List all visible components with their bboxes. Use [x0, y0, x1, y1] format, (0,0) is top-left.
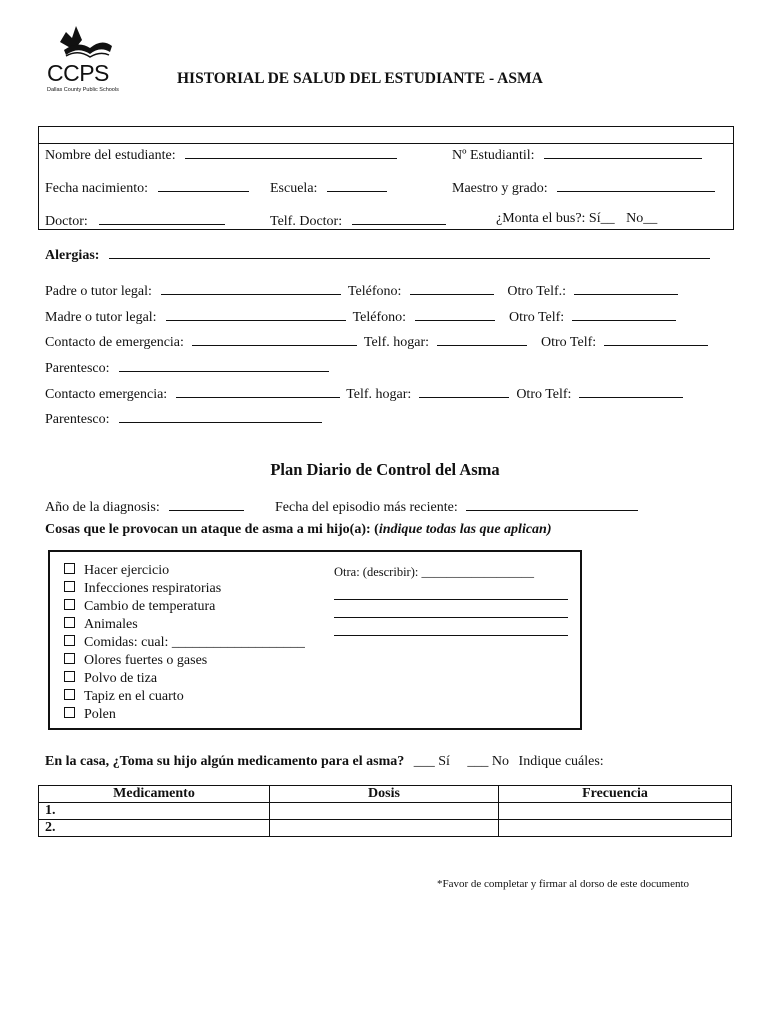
- trigger-item[interactable]: Olores fuertes o gases: [64, 653, 207, 669]
- diagnosis-year-label: Año de la diagnosis:: [45, 500, 160, 515]
- mother-field[interactable]: [166, 307, 346, 321]
- emergency2-field[interactable]: [176, 384, 340, 398]
- teacher-row: [452, 178, 715, 197]
- emergency1-field[interactable]: [192, 332, 357, 346]
- relation2-row: [45, 409, 322, 428]
- box-divider: [39, 143, 733, 144]
- birth-field[interactable]: [158, 178, 249, 192]
- father-phone-label: Teléfono:: [347, 284, 402, 299]
- triggers-heading-italic: indique todas las que aplican): [378, 522, 552, 537]
- doctor-row: [45, 211, 225, 230]
- father-other-phone-label: Otro Telf.:: [507, 284, 567, 299]
- student-name-label: Nombre del estudiante:: [45, 148, 176, 163]
- birth-label: Fecha nacimiento:: [45, 181, 149, 196]
- doctor-phone-row: [270, 211, 446, 230]
- trigger-item[interactable]: Animales: [64, 617, 138, 633]
- mother-phone-label: Teléfono:: [352, 310, 407, 325]
- allergies-label: Alergias:: [45, 248, 100, 263]
- recent-episode-field[interactable]: [466, 497, 638, 511]
- medication-table: [38, 785, 732, 837]
- home-med-row: [45, 754, 604, 770]
- col-frequency: Frecuencia: [499, 786, 732, 803]
- mother-other-phone-label: Otro Telf:: [509, 310, 565, 325]
- father-phone-field[interactable]: [410, 281, 494, 295]
- trigger-item[interactable]: Tapiz en el cuarto: [64, 689, 184, 705]
- relation2-field[interactable]: [119, 409, 322, 423]
- plan-title: Plan Diario de Control del Asma: [270, 460, 500, 479]
- home-med-question: En la casa, ¿Toma su hijo algún medicamento para el asma?: [45, 754, 405, 769]
- home-med-which: Indique cuáles:: [518, 754, 604, 769]
- doctor-phone-label: Telf. Doctor:: [270, 214, 343, 229]
- father-field[interactable]: [161, 281, 341, 295]
- school-field[interactable]: [327, 178, 387, 192]
- emergency1-other-label: Otro Telf:: [541, 335, 597, 350]
- emergency2-other-field[interactable]: [579, 384, 683, 398]
- doctor-phone-field[interactable]: [352, 211, 446, 225]
- diagnosis-year-field[interactable]: [169, 497, 244, 511]
- table-header-row: [39, 786, 732, 803]
- table-cell[interactable]: 2.: [39, 820, 270, 837]
- checkbox[interactable]: [64, 653, 75, 664]
- school-label: Escuela:: [270, 181, 318, 196]
- table-row: [39, 820, 732, 837]
- bus-label[interactable]: ¿Monta el bus?: Sí__: [496, 211, 615, 226]
- checkbox[interactable]: [64, 707, 75, 718]
- allergies-row: [45, 245, 710, 264]
- recent-episode-row: [275, 497, 638, 516]
- school-row: [270, 178, 387, 197]
- triggers-heading: [45, 522, 552, 538]
- emergency2-row: [45, 384, 683, 403]
- emergency2-other-label: Otro Telf:: [516, 387, 572, 402]
- student-id-row: [452, 145, 702, 164]
- triggers-box: [48, 550, 582, 730]
- table-row: [39, 803, 732, 820]
- triggers-heading-text: Cosas que le provocan un ataque de asma a mi hijo(a): (: [45, 522, 379, 537]
- student-id-label: Nº Estudiantil:: [452, 148, 535, 163]
- teacher-label: Maestro y grado:: [452, 181, 548, 196]
- teacher-field[interactable]: [557, 178, 715, 192]
- col-dose: Dosis: [270, 786, 499, 803]
- trigger-item[interactable]: Hacer ejercicio: [64, 563, 169, 579]
- footnote: *Favor de completar y firmar al dorso de este documento: [437, 878, 690, 890]
- checkbox[interactable]: [64, 581, 75, 592]
- mother-row: [45, 307, 676, 326]
- col-medication: Medicamento: [39, 786, 270, 803]
- logo-name: CCPS: [47, 60, 109, 86]
- table-cell[interactable]: [499, 820, 732, 837]
- other-trigger-label[interactable]: Otra: (describir): __________________: [334, 565, 534, 579]
- checkbox[interactable]: [64, 689, 75, 700]
- trigger-item[interactable]: Polen: [64, 707, 116, 723]
- checkbox[interactable]: [64, 635, 75, 646]
- emergency1-other-field[interactable]: [604, 332, 708, 346]
- mother-other-phone-field[interactable]: [572, 307, 676, 321]
- page-title: HISTORIAL DE SALUD DEL ESTUDIANTE - ASMA: [177, 70, 543, 87]
- father-label: Padre o tutor legal:: [45, 284, 152, 299]
- diagnosis-year-row: [45, 497, 244, 516]
- checkbox[interactable]: [64, 563, 75, 574]
- student-name-field[interactable]: [185, 145, 397, 159]
- trigger-item[interactable]: Comidas: cual: ___________________: [64, 635, 305, 651]
- allergies-field[interactable]: [109, 245, 710, 259]
- checkbox[interactable]: [64, 671, 75, 682]
- checkbox[interactable]: [64, 617, 75, 628]
- student-name-row: [45, 145, 397, 164]
- mother-label: Madre o tutor legal:: [45, 310, 157, 325]
- birth-row: [45, 178, 249, 197]
- bus-row: [496, 211, 657, 227]
- mother-phone-field[interactable]: [415, 307, 495, 321]
- logo-subtitle: Dallas County Public Schools: [47, 87, 119, 93]
- checkbox[interactable]: [64, 599, 75, 610]
- relation1-row: [45, 358, 329, 377]
- emergency2-home-field[interactable]: [419, 384, 509, 398]
- table-cell[interactable]: [270, 803, 499, 820]
- other-trigger-line[interactable]: [334, 586, 568, 600]
- other-trigger-line[interactable]: [334, 622, 568, 636]
- emergency2-home-label: Telf. hogar:: [346, 387, 412, 402]
- table-cell[interactable]: [499, 803, 732, 820]
- recent-episode-label: Fecha del episodio más reciente:: [275, 500, 458, 515]
- student-id-field[interactable]: [544, 145, 702, 159]
- father-other-phone-field[interactable]: [574, 281, 678, 295]
- home-med-yes[interactable]: ___ Sí: [413, 754, 450, 769]
- other-trigger-line[interactable]: [334, 604, 568, 618]
- relation1-label: Parentesco:: [45, 361, 110, 376]
- relation2-label: Parentesco:: [45, 412, 110, 427]
- trigger-item[interactable]: Infecciones respiratorias: [64, 581, 221, 597]
- emergency1-row: [45, 332, 708, 351]
- relation1-field[interactable]: [119, 358, 329, 372]
- table-cell[interactable]: 1.: [39, 803, 270, 820]
- table-cell[interactable]: [270, 820, 499, 837]
- doctor-label: Doctor:: [45, 214, 88, 229]
- bus-no[interactable]: No__: [626, 211, 658, 226]
- trigger-item[interactable]: Polvo de tiza: [64, 671, 157, 687]
- emergency1-home-label: Telf. hogar:: [363, 335, 430, 350]
- emergency1-label: Contacto de emergencia:: [45, 335, 184, 350]
- doctor-field[interactable]: [99, 211, 225, 225]
- father-row: [45, 281, 678, 300]
- emergency2-label: Contacto emergencia:: [45, 387, 168, 402]
- emergency1-home-field[interactable]: [437, 332, 527, 346]
- home-med-no[interactable]: ___ No: [467, 754, 510, 769]
- trigger-item[interactable]: Cambio de temperatura: [64, 599, 215, 615]
